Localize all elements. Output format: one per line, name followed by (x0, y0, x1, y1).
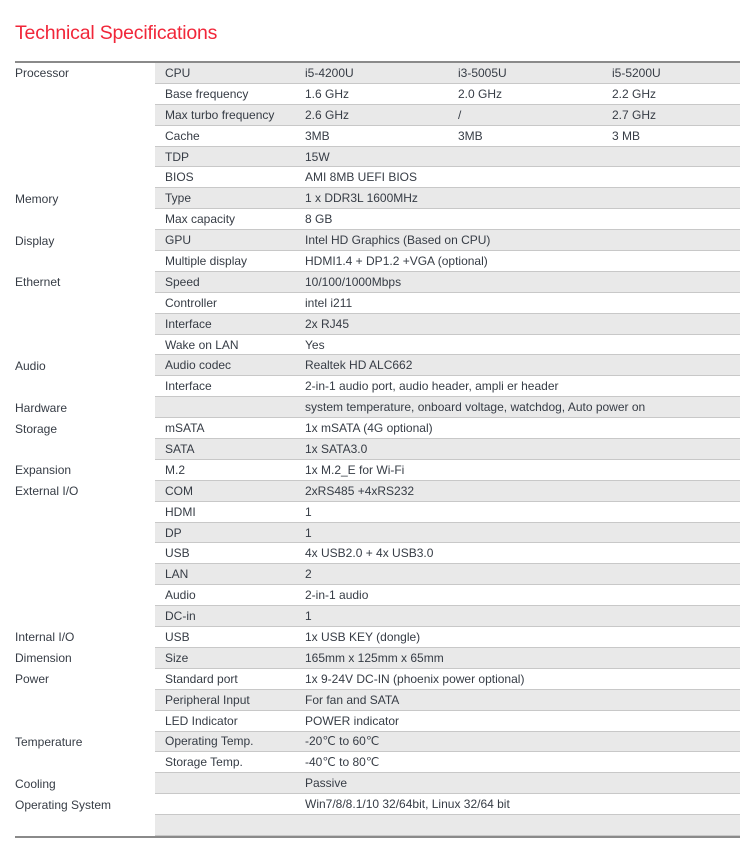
row-category: Operating System (15, 794, 155, 815)
row-cells (155, 293, 740, 314)
table-row (15, 690, 740, 711)
row-value: -40℃ to 80℃ (305, 755, 380, 770)
row-value: -20℃ to 60℃ (305, 734, 380, 749)
row-cells (155, 543, 740, 564)
table-row (15, 418, 740, 439)
row-category: Dimension (15, 648, 155, 669)
table-row (15, 167, 740, 188)
row-value: 8 GB (305, 212, 333, 227)
row-category: Power (15, 669, 155, 690)
row-cells (155, 397, 740, 418)
row-key: DP (165, 525, 182, 540)
row-category (15, 335, 155, 356)
row-key: BIOS (165, 170, 194, 185)
row-key: Size (165, 650, 189, 665)
table-row (15, 376, 740, 397)
row-value: 1 (305, 504, 312, 519)
table-row (15, 105, 740, 126)
table-row (15, 648, 740, 669)
row-category: Ethernet (15, 272, 155, 293)
row-cells (155, 585, 740, 606)
row-cells (155, 335, 740, 356)
row-cells (155, 732, 740, 753)
row-key: Controller (165, 295, 218, 310)
row-category (15, 690, 155, 711)
row-cells (155, 105, 740, 126)
row-cells (155, 376, 740, 397)
row-value: 2.0 GHz (458, 86, 503, 101)
row-value: Yes (305, 337, 325, 352)
row-key: Standard port (165, 671, 238, 686)
table-row (15, 606, 740, 627)
row-key: Peripheral Input (165, 692, 250, 707)
row-category (15, 84, 155, 105)
row-cells (155, 606, 740, 627)
row-key: LAN (165, 567, 189, 582)
row-cells (155, 648, 740, 669)
row-cells (155, 460, 740, 481)
row-value: 2-in-1 audio port, audio header, ampli er header (305, 379, 559, 394)
row-category (15, 711, 155, 732)
row-value: 1x mSATA (4G optional) (305, 421, 433, 436)
table-row (15, 355, 740, 376)
row-cells (155, 355, 740, 376)
table-row (15, 543, 740, 564)
row-category (15, 147, 155, 168)
row-value: 1 x DDR3L 1600MHz (305, 191, 418, 206)
row-value: 10/100/1000Mbps (305, 274, 402, 289)
row-category: Hardware (15, 397, 155, 418)
row-cells (155, 523, 740, 544)
row-cells (155, 251, 740, 272)
table-row (15, 335, 740, 356)
row-value: Passive (305, 776, 348, 791)
row-key: SATA (165, 441, 195, 456)
page-title: Technical Specifications (15, 22, 218, 44)
row-key: Type (165, 191, 192, 206)
row-key: LED Indicator (165, 713, 238, 728)
table-row (15, 773, 740, 794)
row-cells (155, 752, 740, 773)
row-category (15, 251, 155, 272)
row-key: Audio (165, 588, 196, 603)
row-category: External I/O (15, 481, 155, 502)
row-value: 1x SATA3.0 (305, 441, 368, 456)
table-row (15, 585, 740, 606)
row-cells (155, 794, 740, 815)
row-cells (155, 230, 740, 251)
table-row (15, 272, 740, 293)
row-cells (155, 84, 740, 105)
row-cells (155, 147, 740, 168)
row-value: 2x RJ45 (305, 316, 350, 331)
row-category (15, 376, 155, 397)
table-row (15, 711, 740, 732)
row-category (15, 752, 155, 773)
table-row (15, 481, 740, 502)
table-row (15, 209, 740, 230)
table-row (15, 230, 740, 251)
row-key: M.2 (165, 462, 186, 477)
table-row (15, 63, 740, 84)
row-value: 2xRS485 +4xRS232 (305, 483, 415, 498)
row-cells (155, 126, 740, 147)
table-row (15, 523, 740, 544)
row-key: GPU (165, 233, 192, 248)
row-value: Win7/8/8.1/10 32/64bit, Linux 32/64 bit (305, 797, 510, 812)
table-row (15, 314, 740, 335)
row-value: i5-4200U (305, 65, 354, 80)
row-category (15, 167, 155, 188)
row-value: 165mm x 125mm x 65mm (305, 650, 444, 665)
table-row (15, 84, 740, 105)
row-cells (155, 669, 740, 690)
row-cells (155, 209, 740, 230)
row-key: Storage Temp. (165, 755, 243, 770)
row-cells (155, 502, 740, 523)
row-category (15, 502, 155, 523)
row-cells (155, 815, 740, 836)
row-category (15, 314, 155, 335)
row-value: AMI 8MB UEFI BIOS (305, 170, 418, 185)
row-category: Display (15, 230, 155, 251)
row-key: Operating Temp. (165, 734, 254, 749)
row-key: Cache (165, 128, 200, 143)
row-value: 15W (305, 149, 330, 164)
row-key: Interface (165, 379, 212, 394)
table-row (15, 794, 740, 815)
row-cells (155, 690, 740, 711)
row-key: Multiple display (165, 253, 248, 268)
row-value: 1x 9-24V DC-IN (phoenix power optional) (305, 671, 525, 686)
row-value: 2-in-1 audio (305, 588, 369, 603)
row-category: Processor (15, 63, 155, 84)
row-category (15, 606, 155, 627)
row-key: Audio codec (165, 358, 232, 373)
table-row (15, 752, 740, 773)
row-category (15, 439, 155, 460)
row-value: i5-5200U (612, 65, 661, 80)
table-row (15, 397, 740, 418)
row-key: COM (165, 483, 193, 498)
row-value: 1x M.2_E for Wi-Fi (305, 462, 405, 477)
table-row (15, 147, 740, 168)
table-row (15, 815, 740, 836)
row-value: system temperature, onboard voltage, watchdog, Auto power on (305, 400, 646, 415)
row-key: Max capacity (165, 212, 236, 227)
table-row (15, 188, 740, 209)
row-key: mSATA (165, 421, 205, 436)
row-category (15, 105, 155, 126)
table-row (15, 502, 740, 523)
row-cells (155, 167, 740, 188)
row-key: Base frequency (165, 86, 249, 101)
row-category: Storage (15, 418, 155, 439)
table-row (15, 460, 740, 481)
table-row (15, 564, 740, 585)
row-cells (155, 564, 740, 585)
table-row (15, 627, 740, 648)
table-row (15, 439, 740, 460)
spec-table (15, 61, 740, 838)
row-key: DC-in (165, 609, 196, 624)
row-value: 1x USB KEY (dongle) (305, 629, 421, 644)
row-category (15, 815, 155, 836)
row-cells (155, 481, 740, 502)
row-value: Intel HD Graphics (Based on CPU) (305, 233, 491, 248)
row-value: intel i211 (305, 295, 353, 310)
row-key: HDMI (165, 504, 196, 519)
row-cells (155, 627, 740, 648)
row-key: CPU (165, 65, 191, 80)
row-value: 1 (305, 609, 312, 624)
row-value: 2.7 GHz (612, 107, 657, 122)
row-cells (155, 773, 740, 794)
row-cells (155, 711, 740, 732)
row-category (15, 126, 155, 147)
row-value: 1.6 GHz (305, 86, 350, 101)
table-row (15, 251, 740, 272)
row-value: 4x USB2.0 + 4x USB3.0 (305, 546, 434, 561)
row-value: 3MB (458, 128, 483, 143)
row-key: Wake on LAN (165, 337, 239, 352)
row-category: Temperature (15, 732, 155, 753)
table-row (15, 293, 740, 314)
row-category: Audio (15, 355, 155, 376)
row-key: Max turbo frequency (165, 107, 275, 122)
row-value: 2.6 GHz (305, 107, 350, 122)
row-value: POWER indicator (305, 713, 400, 728)
row-key: TDP (165, 149, 189, 164)
row-value: HDMI1.4 + DP1.2 +VGA (optional) (305, 253, 488, 268)
row-value: For fan and SATA (305, 692, 400, 707)
row-key: USB (165, 546, 190, 561)
table-row (15, 126, 740, 147)
table-row (15, 732, 740, 753)
row-value: / (458, 107, 462, 122)
row-value: 3MB (305, 128, 330, 143)
row-cells (155, 439, 740, 460)
row-value: 2 (305, 567, 312, 582)
row-key: USB (165, 629, 190, 644)
row-cells (155, 272, 740, 293)
row-key: Speed (165, 274, 200, 289)
row-key: Interface (165, 316, 212, 331)
row-value: 2.2 GHz (612, 86, 657, 101)
row-category: Expansion (15, 460, 155, 481)
row-category (15, 543, 155, 564)
row-category: Memory (15, 188, 155, 209)
table-row (15, 669, 740, 690)
row-category (15, 564, 155, 585)
row-cells (155, 314, 740, 335)
row-value: Realtek HD ALC662 (305, 358, 413, 373)
row-category (15, 523, 155, 544)
row-cells (155, 63, 740, 84)
row-value: 1 (305, 525, 312, 540)
row-category: Cooling (15, 773, 155, 794)
row-cells (155, 418, 740, 439)
row-value: 3 MB (612, 128, 641, 143)
row-category (15, 585, 155, 606)
row-category (15, 293, 155, 314)
row-cells (155, 188, 740, 209)
row-category (15, 209, 155, 230)
row-category: Internal I/O (15, 627, 155, 648)
row-value: i3-5005U (458, 65, 507, 80)
